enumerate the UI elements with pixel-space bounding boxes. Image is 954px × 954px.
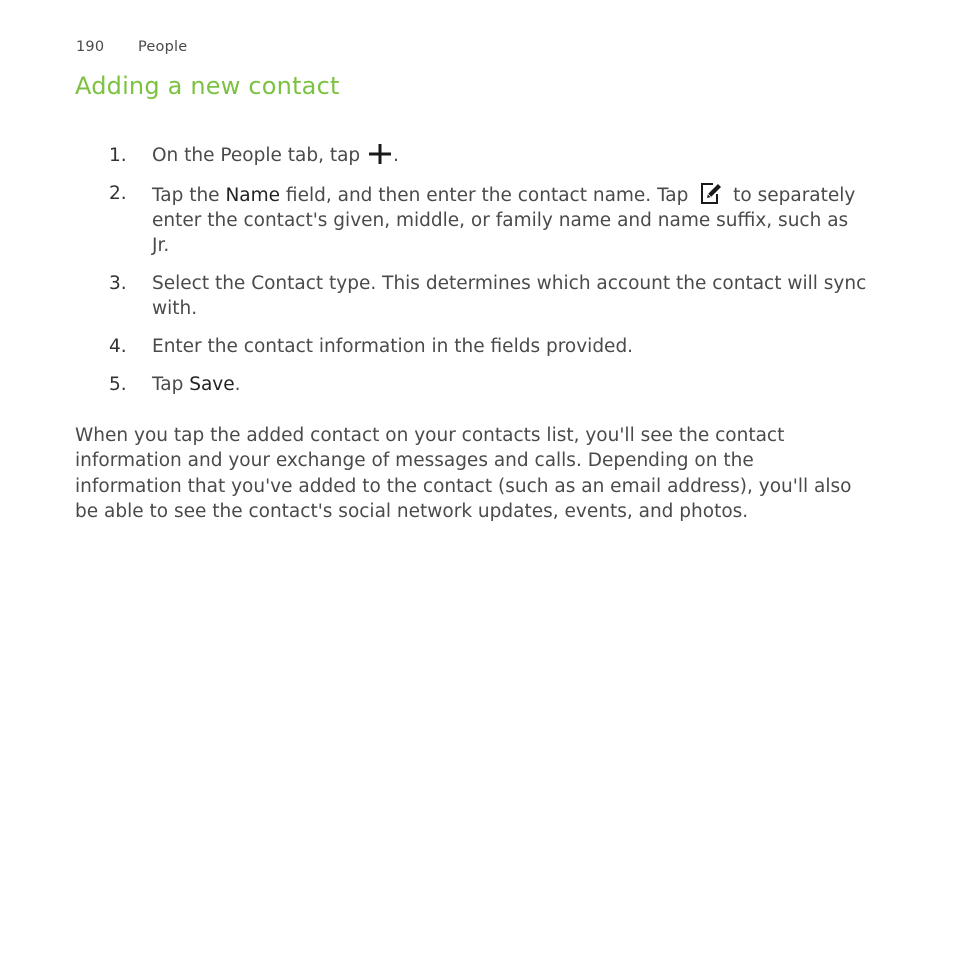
- step-text-end: .: [234, 374, 241, 395]
- step-5: [0, 372, 867, 397]
- summary-paragraph: When you tap the added contact on your contacts list, you'll see the contact information and your exchange of messages and calls. Depending on the information that you've added to the contact (such as an email address), you'll also be able to see the contact's social network updates, events, and photos.: [75, 425, 852, 522]
- step-text-end: to separately enter the contact's given, middle, or family name and name suffix, such as Jr.: [152, 185, 856, 256]
- step-text: Select the Contact type. This determines which account the contact will sync with.: [152, 273, 867, 319]
- step-number: 2.: [109, 183, 127, 204]
- step-1: [0, 143, 867, 168]
- step-number: 4.: [109, 336, 127, 357]
- chapter-name: People: [138, 39, 188, 55]
- step-number: 5.: [109, 374, 127, 395]
- step-text-end: .: [393, 145, 399, 166]
- step-4: [0, 334, 867, 359]
- step-text-middle: field, and then enter the contact name. Tap: [280, 185, 695, 206]
- plus-icon: [369, 144, 391, 164]
- save-term: Save: [189, 374, 235, 395]
- step-number: 1.: [109, 145, 127, 166]
- section-title: Adding a new contact: [75, 72, 340, 100]
- step-3: [0, 271, 867, 321]
- step-text: Enter the contact information in the fields provided.: [152, 336, 634, 357]
- step-text: Tap: [152, 374, 190, 395]
- page-header: [76, 39, 187, 55]
- step-2: [0, 181, 867, 258]
- step-number: 3.: [109, 273, 127, 294]
- page-number: 190: [76, 39, 105, 55]
- step-text: Tap the: [152, 185, 226, 206]
- step-text: On the People tab, tap: [152, 145, 367, 166]
- edit-icon: [699, 181, 723, 205]
- name-field-term: Name: [225, 185, 281, 206]
- steps-list: [0, 143, 954, 410]
